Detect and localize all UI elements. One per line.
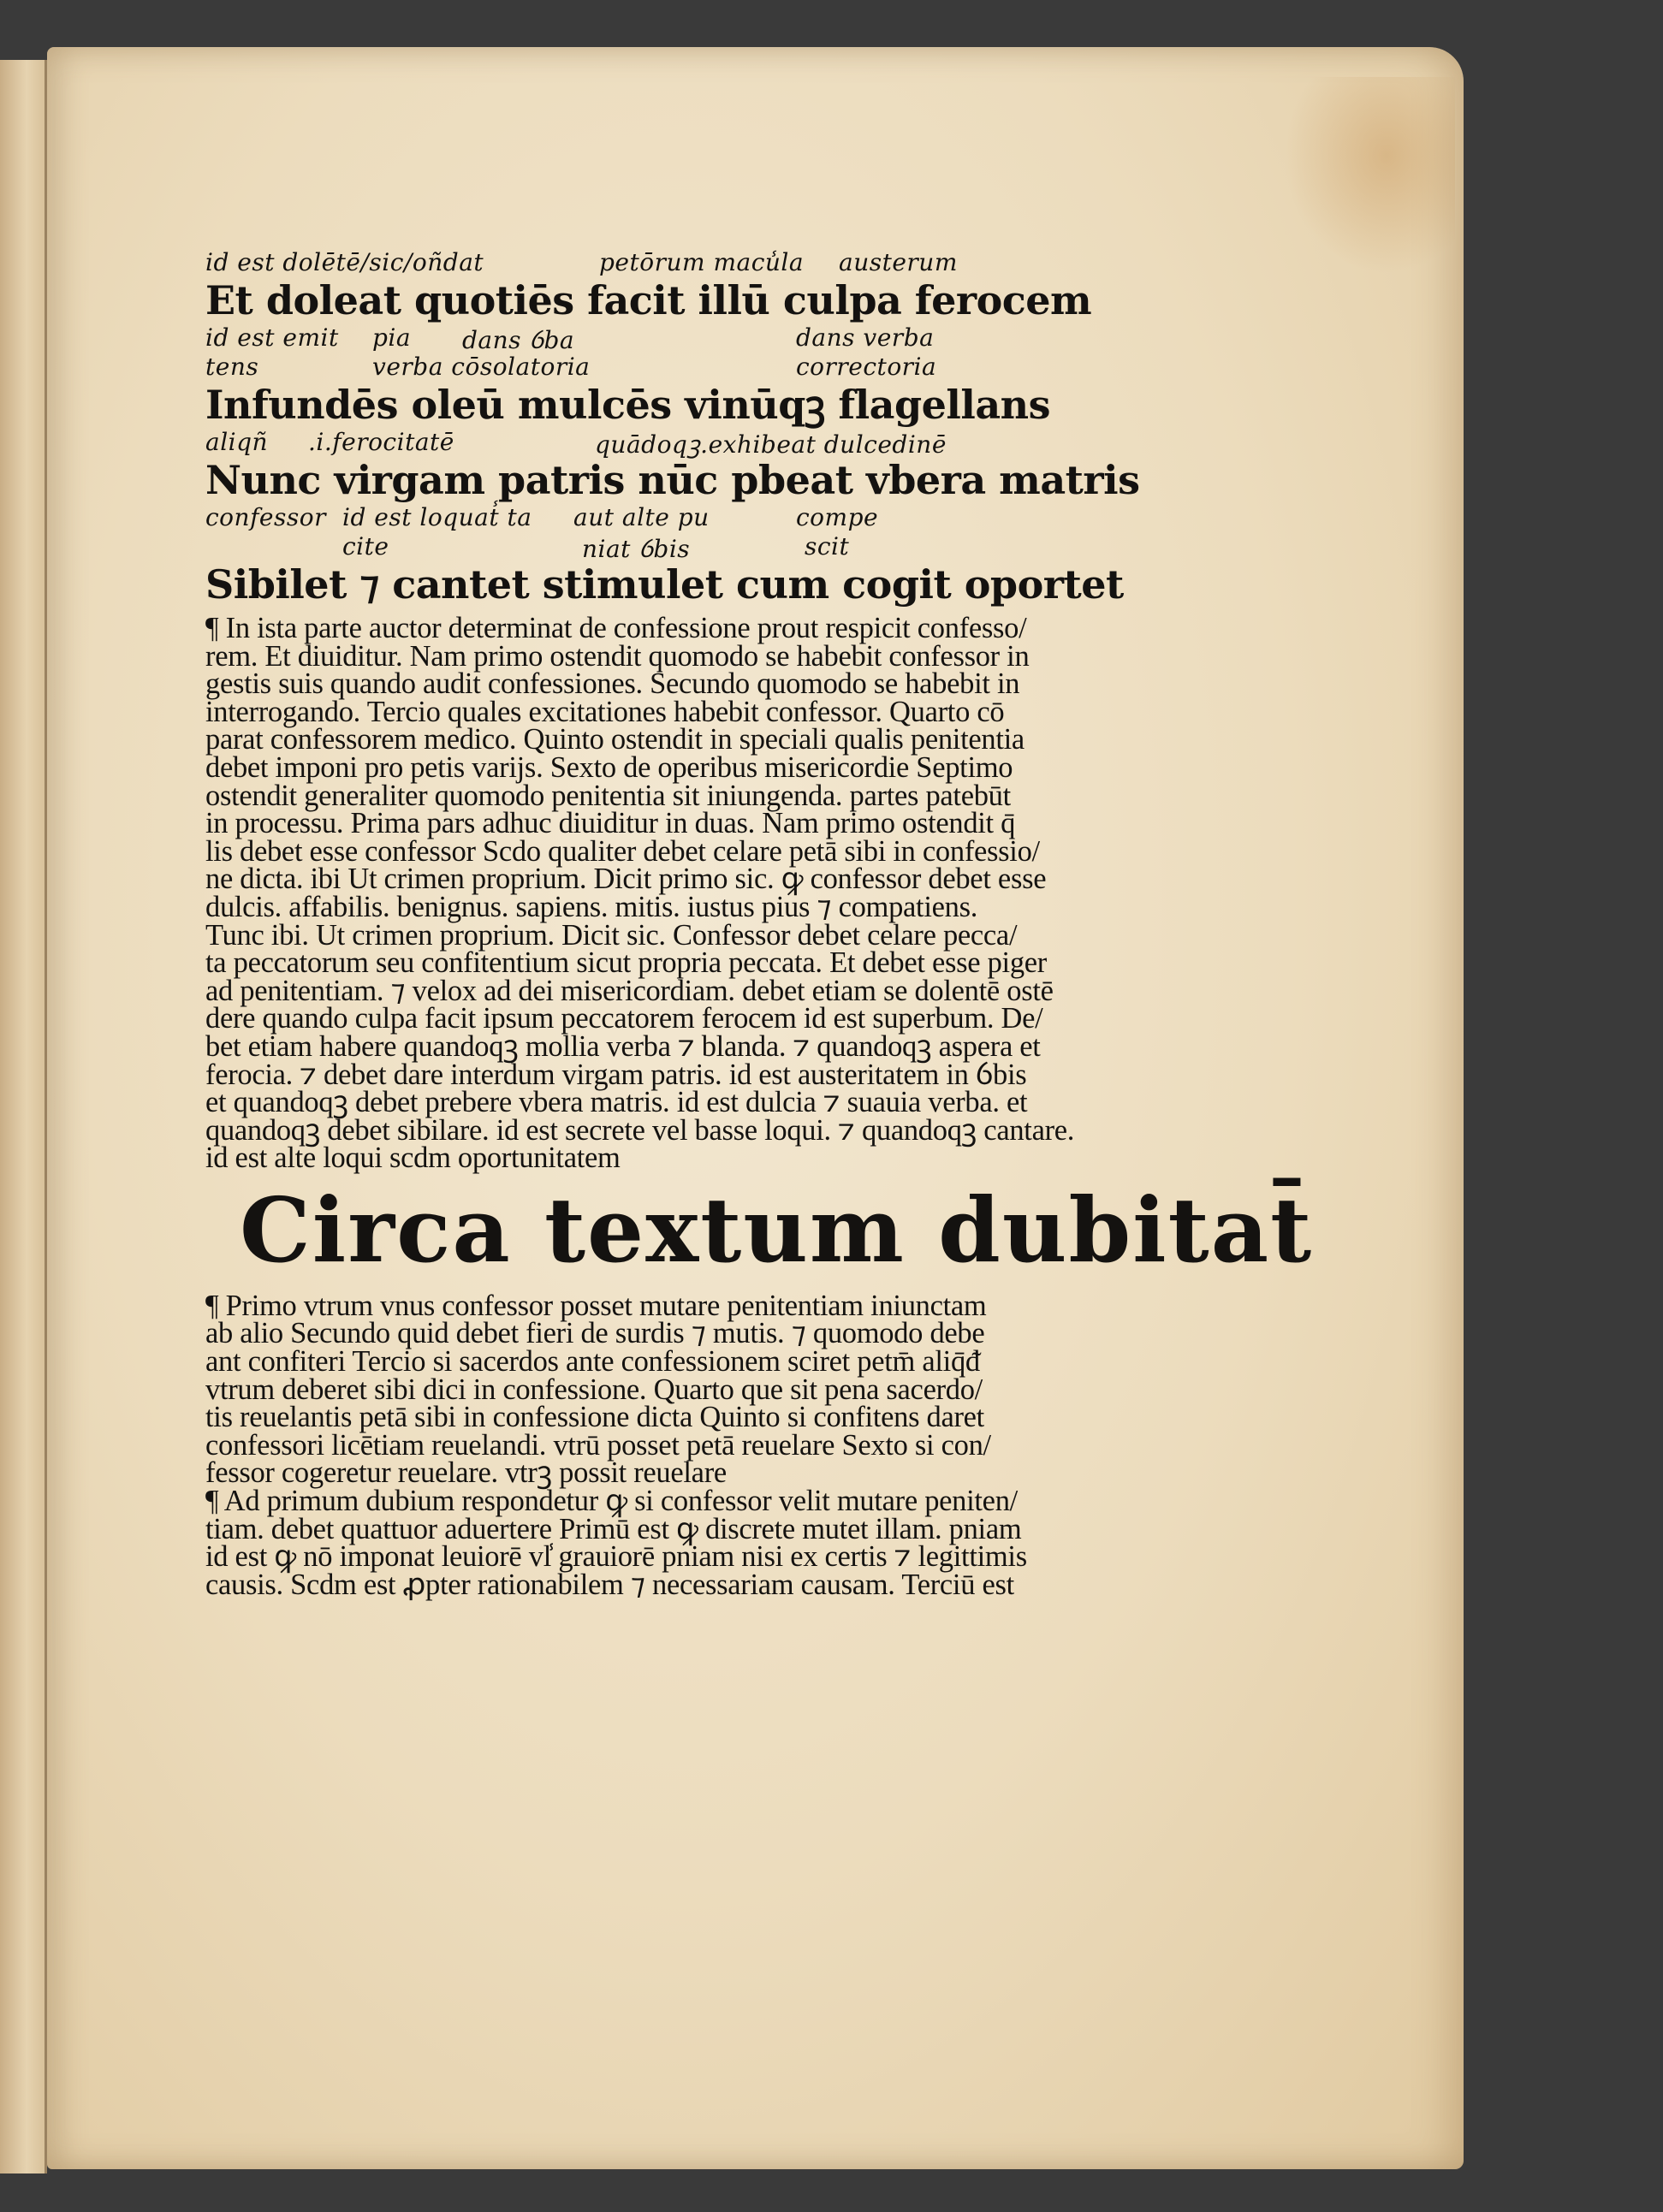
text-line: ad penitentiam. ⁊ velox ad dei misericordiam. debet etiam se dolentē ostē (205, 974, 1054, 1007)
text-line: ab alio Secundo quid debet fieri de surdis ⁊ mutis. ⁊ quomodo debe (205, 1317, 985, 1350)
gloss-word: id est loquat̾ ta (342, 503, 532, 531)
gloss-word: dans ỽba (462, 326, 575, 354)
interlinear-gloss (205, 503, 1134, 532)
text-line: ostendit generaliter quomodo penitentia sit iniungenda. partes patebūt (205, 779, 1011, 812)
text-line: dere quando culpa facit ipsum peccatorem ferocem id est superbum. De/ (205, 1002, 1043, 1035)
text-line: causis. Scdm est ꝓpter rationabilem ⁊ necessariam causam. Terciū est (205, 1568, 1014, 1601)
interlinear-gloss (205, 248, 1134, 277)
gloss-word: id est emit (205, 323, 339, 352)
interlinear-gloss (205, 353, 1134, 382)
interlinear-gloss (205, 323, 1134, 353)
gloss-word: correctoria (796, 353, 937, 381)
gloss-word: tens (205, 353, 259, 381)
text-line: confessori licētiam reuelandi. vtrū posset petā reuelare Sexto si con/ (205, 1428, 991, 1462)
gloss-word: verba cōsolatoria (372, 353, 591, 381)
commentary-paragraph (205, 612, 1134, 1175)
verse-line: Sibilet ⁊ cantet stimulet cum cogit oportet (205, 561, 1124, 608)
text-line: ¶ Ad primum dubium respondetur ꝙ si confessor velit mutare peniten/ (205, 1485, 1018, 1518)
interlinear-gloss (205, 532, 1134, 561)
text-line: lis debet esse confessor Scdo qualiter debet celare petā sibi in confessio/ (205, 834, 1040, 868)
gloss-word: .i.ferocitatē (308, 428, 454, 456)
gloss-word: pia (372, 323, 412, 352)
text-line: ¶ Primo vtrum vnus confessor posset mutare penitentiam iniunctam (205, 1289, 987, 1322)
gloss-word: id est dolētē/sic/oñdat (205, 248, 484, 276)
text-line: id est alte loqui scdm oportunitatem (205, 1142, 621, 1175)
text-line: in processu. Prima pars adhuc diuiditur in duas. Nam primo ostendit q̄ (205, 807, 1016, 840)
text-line: et quandoqꝫ debet prebere vbera matris. id est dulcia ⁊ suauia verba. et (205, 1086, 1028, 1119)
section-heading: Circa textum dubitat̄ (240, 1177, 1314, 1283)
text-block (205, 248, 1314, 1601)
gloss-word: cite (342, 532, 389, 560)
text-line: gestis suis quando audit confessiones. Secundo quomodo se habebit in (205, 667, 1020, 701)
verse-line: Infundēs oleū mulcēs vinūqꝫ flagellans (205, 382, 1051, 428)
questions-paragraph (205, 1289, 1134, 1601)
text-line: tis reuelantis petā sibi in confessione dicta Quinto si confitens daret (205, 1401, 984, 1434)
gloss-word: quādoqꝫ.exhibeat dulcedinē (595, 430, 947, 459)
interlinear-gloss (205, 428, 1134, 457)
facing-page-edge (0, 60, 47, 2173)
text-line: ¶ In ista parte auctor determinat de confessione prout respicit confesso/ (205, 612, 1027, 644)
text-line: parat confessorem medico. Quinto ostendit in speciali qualis penitentia (205, 723, 1025, 756)
text-line: dulcis. affabilis. benignus. sapiens. mitis. iustus pius ⁊ compatiens. (205, 890, 978, 923)
text-line: rem. Et diuiditur. Nam primo ostendit quomodo se habebit confessor in (205, 639, 1030, 673)
gloss-word: scit (805, 532, 850, 560)
text-line: debet imponi pro petis varijs. Sexto de operibus misericordie Septimo (205, 750, 1013, 784)
verse-line: Nunc virgam patris nūc pbeat vbera matris (205, 457, 1140, 503)
text-line: vtrum deberet sibi dici in confessione. Quarto que sit pena sacerdo/ (205, 1373, 983, 1406)
text-line: interrogando. Tercio quales excitationes habebit confessor. Quarto cō (205, 695, 1005, 728)
text-line: fessor cogeretur reuelare. vtrꝫ possit reuelare (205, 1456, 727, 1490)
text-line: ne dicta. ibi Ut crimen proprium. Dicit primo sic. ꝙ confessor debet esse (205, 863, 1047, 896)
text-line: quandoqꝫ debet sibilare. id est secrete vel basse loqui. ⁊ quandoqꝫ cantare. (205, 1113, 1075, 1147)
gloss-word: niat ỽbis (582, 535, 691, 563)
verse-line: Et doleat quotiēs facit illū culpa ferocem (205, 277, 1092, 323)
gloss-word: dans verba (796, 323, 935, 352)
gloss-word: austerum (839, 248, 958, 276)
gloss-word: confessor (205, 503, 326, 531)
text-line: id est ꝙ nō imponat leuiorē vl̾ grauiorē pniam nisi ex certis ⁊ legittimis (205, 1540, 1027, 1574)
gloss-word: compe (796, 503, 879, 531)
gloss-word: aliqñ (205, 428, 269, 456)
text-line: ant confiteri Tercio si sacerdos ante confessionem sciret petm̄ aliq̄ᵭ (205, 1345, 980, 1379)
gloss-word: aut alte pu (573, 503, 710, 531)
text-line: tiam. debet quattuor aduertere Primū est ꝙ discrete mutet illam. pniam (205, 1512, 1022, 1545)
text-line: ta peccatorum seu confitentium sicut propria peccata. Et debet esse piger (205, 946, 1047, 980)
gloss-word: petōrum macu̾la (599, 248, 805, 276)
text-line: ferocia. ⁊ debet dare interdum virgam patris. id est austeritatem in ỽbis (205, 1058, 1027, 1091)
text-line: Tunc ibi. Ut crimen proprium. Dicit sic. Confessor debet celare pecca/ (205, 918, 1018, 952)
text-line: bet etiam habere quandoqꝫ mollia verba ⁊ blanda. ⁊ quandoqꝫ aspera et (205, 1029, 1041, 1063)
